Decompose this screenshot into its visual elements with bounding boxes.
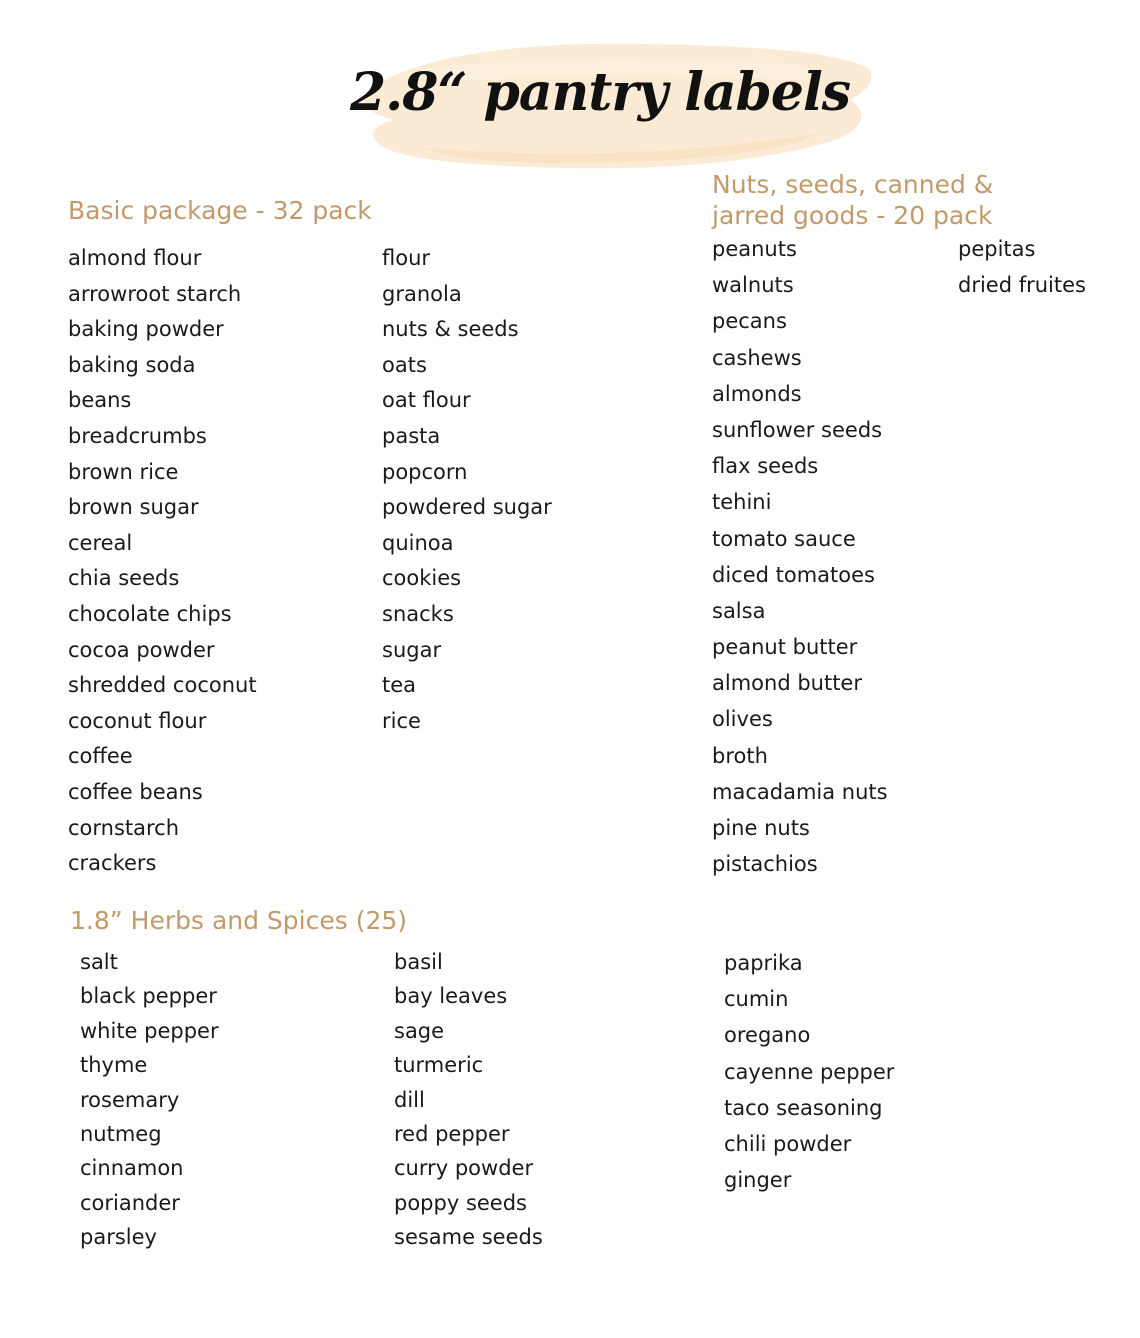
basic-item: sugar <box>382 637 442 662</box>
herb-item: curry powder <box>394 1156 534 1181</box>
herb-item: basil <box>394 950 443 974</box>
herb-item: sesame seeds <box>394 1225 543 1250</box>
nuts-item: flax seeds <box>712 454 819 479</box>
nuts-item: cashews <box>712 345 802 370</box>
herbs-spices-column-2 <box>394 945 543 1255</box>
herb-item: rosemary <box>80 1087 180 1112</box>
nuts-item: sunflower seeds <box>712 417 883 442</box>
basic-item: cereal <box>68 530 133 555</box>
herb-item: poppy seeds <box>394 1190 527 1215</box>
herb-item: parsley <box>80 1225 157 1250</box>
basic-item: shredded coconut <box>68 673 257 698</box>
basic-package-column-1 <box>68 241 257 882</box>
herb-item: bay leaves <box>394 984 508 1009</box>
herb-item: chili powder <box>724 1131 852 1156</box>
basic-item: almond flour <box>68 246 202 270</box>
basic-item: baking powder <box>68 317 224 342</box>
nuts-item: olives <box>712 707 773 732</box>
basic-package-column-2 <box>382 241 552 739</box>
herb-item: oregano <box>724 1023 811 1048</box>
herb-item: black pepper <box>80 984 217 1009</box>
nuts-item: broth <box>712 743 768 768</box>
herb-item: white pepper <box>80 1018 219 1043</box>
basic-item: chocolate chips <box>68 601 232 626</box>
nuts-seeds-heading-line-2: jarred goods - 20 pack <box>712 201 993 230</box>
herb-item: coriander <box>80 1190 180 1215</box>
nuts-item: tehini <box>712 490 772 515</box>
basic-item: quinoa <box>382 530 454 555</box>
nuts-item: peanuts <box>712 237 797 261</box>
herb-item: cumin <box>724 987 789 1012</box>
herb-item: paprika <box>724 951 803 975</box>
herb-item: turmeric <box>394 1053 484 1078</box>
basic-item: oats <box>382 352 427 377</box>
nuts-item: almonds <box>712 381 802 406</box>
nuts-seeds-column-2 <box>958 231 1086 303</box>
basic-item: rice <box>382 708 421 733</box>
nuts-item: pecans <box>712 309 787 334</box>
basic-item: coffee <box>68 744 133 769</box>
basic-item: arrowroot starch <box>68 281 242 306</box>
herb-item: ginger <box>724 1168 792 1193</box>
nuts-item: tomato sauce <box>712 526 856 551</box>
basic-item: tea <box>382 673 417 698</box>
nuts-item: almond butter <box>712 671 862 696</box>
basic-package-heading: Basic package - 32 pack <box>68 196 372 225</box>
basic-item: breadcrumbs <box>68 423 207 448</box>
basic-item: crackers <box>68 851 157 876</box>
nuts-item: pistachios <box>712 852 818 877</box>
basic-item: coffee beans <box>68 779 203 804</box>
herbs-spices-column-1 <box>80 945 219 1255</box>
herb-item: sage <box>394 1018 445 1043</box>
basic-item: baking soda <box>68 352 196 377</box>
nuts-seeds-column-1 <box>712 231 888 882</box>
herb-item: dill <box>394 1087 425 1112</box>
basic-item: pasta <box>382 423 441 448</box>
basic-item: popcorn <box>382 459 468 484</box>
basic-item: coconut flour <box>68 708 207 733</box>
nuts-item: salsa <box>712 598 766 623</box>
herb-item: cayenne pepper <box>724 1059 895 1084</box>
herb-item: nutmeg <box>80 1121 162 1146</box>
herb-item: taco seasoning <box>724 1095 883 1120</box>
basic-item: brown sugar <box>68 495 199 520</box>
basic-item: cocoa powder <box>68 637 215 662</box>
basic-item: nuts & seeds <box>382 317 519 342</box>
basic-item: beans <box>68 388 132 413</box>
nuts-item: dried fruites <box>958 273 1086 298</box>
nuts-item: walnuts <box>712 273 794 298</box>
basic-item: granola <box>382 281 462 306</box>
basic-item: powdered sugar <box>382 495 552 520</box>
nuts-seeds-heading-line-1: Nuts, seeds, canned & <box>712 170 994 199</box>
nuts-item: peanut butter <box>712 635 858 660</box>
herb-item: cinnamon <box>80 1156 184 1181</box>
basic-item: snacks <box>382 601 454 626</box>
basic-item: chia seeds <box>68 566 180 591</box>
basic-item: cornstarch <box>68 815 180 840</box>
herb-item: red pepper <box>394 1121 510 1146</box>
nuts-seeds-heading <box>712 169 993 231</box>
basic-item: oat flour <box>382 388 471 413</box>
basic-item: brown rice <box>68 459 179 484</box>
herb-item: salt <box>80 950 118 974</box>
herbs-spices-heading: 1.8” Herbs and Spices (25) <box>70 906 408 935</box>
page-title: 2.8“ pantry labels <box>350 62 850 123</box>
herb-item: thyme <box>80 1053 148 1078</box>
nuts-item: pine nuts <box>712 816 810 840</box>
nuts-item: diced tomatoes <box>712 562 875 587</box>
basic-item: flour <box>382 246 431 270</box>
nuts-item: macadamia nuts <box>712 779 888 804</box>
basic-item: cookies <box>382 566 462 591</box>
herbs-spices-column-3 <box>724 945 894 1198</box>
nuts-item: pepitas <box>958 237 1036 261</box>
